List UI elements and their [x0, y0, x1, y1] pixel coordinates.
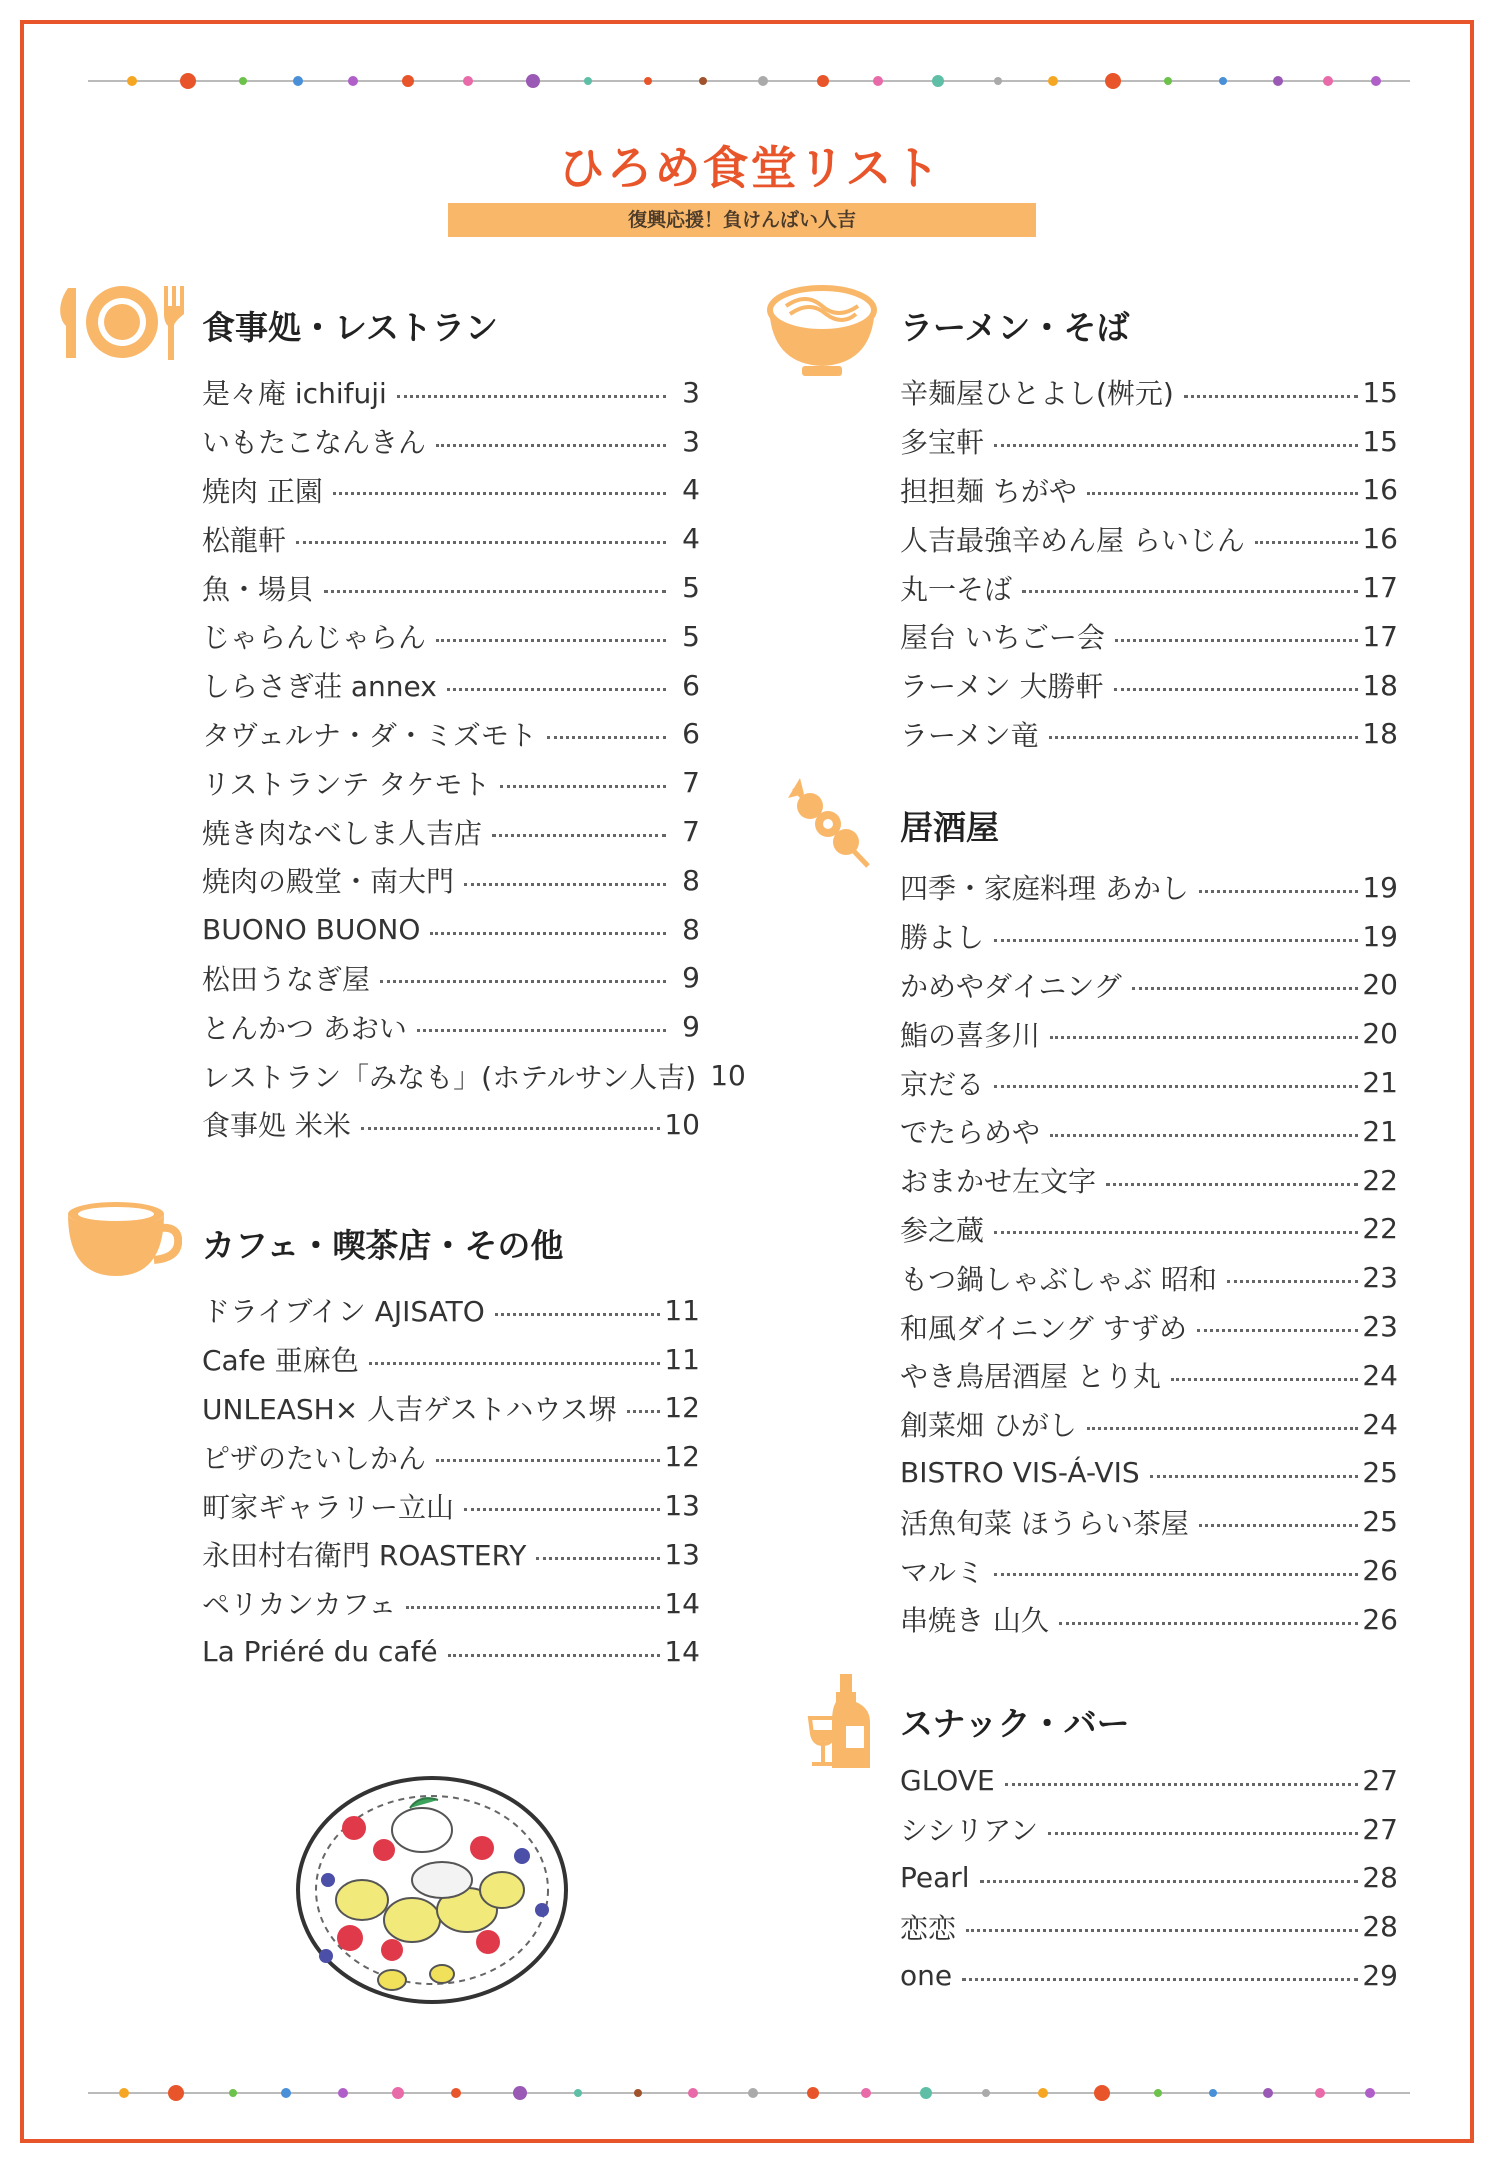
list-item	[202, 661, 700, 710]
list-item	[900, 1302, 1398, 1351]
list-item	[202, 856, 700, 905]
shop-name: 活魚旬菜 ほうらい茶屋	[900, 1506, 1189, 1540]
list-item	[900, 1449, 1398, 1498]
ramen-bowl-icon	[766, 284, 878, 384]
dot-leader	[430, 932, 666, 935]
section-heading-izakaya: 居酒屋	[900, 808, 999, 847]
dot-leader	[1022, 590, 1358, 593]
page-number: 5	[682, 571, 700, 605]
page-number: 21	[1362, 1114, 1398, 1148]
page-number: 20	[1362, 968, 1398, 1002]
dot-leader	[1115, 639, 1358, 642]
dot-leader	[436, 1459, 660, 1462]
page-number: 6	[682, 668, 700, 702]
restaurant-list	[202, 368, 746, 1149]
dot-leader	[324, 590, 666, 593]
list-item	[202, 1481, 700, 1530]
dot-leader	[1087, 1427, 1358, 1430]
page-number: 10	[664, 1107, 700, 1141]
page-number: 24	[1362, 1358, 1398, 1392]
shop-name: BISTRO VIS-Á-VIS	[900, 1456, 1140, 1490]
page-number: 15	[1362, 424, 1398, 458]
list-item	[900, 1156, 1398, 1205]
page-number: 7	[682, 766, 700, 800]
page-number: 23	[1362, 1310, 1398, 1344]
shop-name: 創菜畑 ひがし	[900, 1409, 1077, 1443]
shop-name: レストラン「みなも」(ホテルサン人吉)	[202, 1060, 697, 1094]
list-item	[900, 1854, 1398, 1903]
list-item	[202, 1628, 700, 1677]
shop-name: 人吉最強辛めん屋 らいじん	[900, 523, 1245, 557]
list-item	[202, 1286, 700, 1335]
bar-list	[900, 1756, 1398, 2000]
list-item	[202, 1002, 700, 1051]
page-number: 14	[664, 1586, 700, 1620]
dot-leader	[1087, 492, 1358, 495]
shop-name: タヴェルナ・ダ・ミズモト	[202, 718, 537, 752]
dot-leader	[1005, 1783, 1359, 1786]
list-item	[900, 1805, 1398, 1854]
page-number: 17	[1362, 619, 1398, 653]
dot-leader	[1197, 1329, 1358, 1332]
page-number: 8	[682, 912, 700, 946]
page-number: 12	[664, 1440, 700, 1474]
dot-leader	[296, 541, 666, 544]
shop-name: GLOVE	[900, 1763, 995, 1797]
page-number: 4	[682, 522, 700, 556]
list-item	[900, 417, 1398, 466]
page-number: 19	[1362, 870, 1398, 904]
page-title: ひろめ食堂リスト	[558, 141, 942, 195]
page-number: 26	[1362, 1602, 1398, 1636]
list-item	[202, 905, 700, 954]
page-number: 13	[664, 1537, 700, 1571]
shop-name: one	[900, 1959, 953, 1993]
dot-leader	[1150, 1475, 1359, 1478]
shop-name: 和風ダイニング すずめ	[900, 1311, 1187, 1345]
shop-name: ラーメン 大勝軒	[900, 670, 1104, 704]
page-number: 26	[1362, 1554, 1398, 1588]
shop-name: シシリアン	[900, 1814, 1039, 1848]
shop-name: 多宝軒	[900, 426, 985, 460]
list-item	[202, 1579, 700, 1628]
page-number: 25	[1362, 1456, 1398, 1490]
list-item	[900, 1546, 1398, 1595]
list-item	[900, 466, 1398, 515]
shop-name: 勝よし	[900, 921, 985, 955]
dot-leader	[1171, 1378, 1358, 1381]
page-number: 14	[664, 1635, 700, 1669]
page-number: 7	[682, 815, 700, 849]
shop-name: 京だる	[900, 1067, 985, 1101]
shop-name: マルミ	[900, 1555, 985, 1589]
dot-leader	[1106, 1183, 1358, 1186]
list-item	[900, 1902, 1398, 1951]
page-number: 18	[1362, 717, 1398, 751]
page-number: 21	[1362, 1066, 1398, 1100]
dot-leader	[994, 1573, 1358, 1576]
list-item	[900, 612, 1398, 661]
page-number: 11	[664, 1293, 700, 1327]
shop-name: 丸一そば	[900, 572, 1013, 606]
shop-name: いもたこなんきん	[202, 426, 427, 460]
shop-name: UNLEASH× 人吉ゲストハウス堺	[202, 1392, 617, 1426]
dot-leader	[994, 444, 1358, 447]
shop-name: やき鳥居酒屋 とり丸	[900, 1360, 1161, 1394]
list-item	[900, 1497, 1398, 1546]
shop-name: 参之蔵	[900, 1213, 985, 1247]
list-item	[202, 1530, 700, 1579]
page-number: 24	[1362, 1407, 1398, 1441]
shop-name: もつ鍋しゃぶしゃぶ 昭和	[900, 1262, 1217, 1296]
page-number: 17	[1362, 571, 1398, 605]
list-item	[900, 1253, 1398, 1302]
page-number: 19	[1362, 919, 1398, 953]
list-item	[900, 1400, 1398, 1449]
dot-leader	[547, 736, 666, 739]
dot-leader	[406, 1606, 660, 1609]
page-number: 28	[1362, 1861, 1398, 1895]
shop-name: 辛麺屋ひとよし(桝元)	[900, 377, 1174, 411]
list-item	[900, 1595, 1398, 1644]
shop-name: 松龍軒	[202, 523, 287, 557]
page-number: 18	[1362, 668, 1398, 702]
list-item	[202, 612, 700, 661]
page-number: 29	[1362, 1959, 1398, 1993]
dot-leader	[1049, 736, 1359, 739]
page-number: 9	[682, 1010, 700, 1044]
page-number: 13	[664, 1489, 700, 1523]
shop-name: ドライブイン AJISATO	[202, 1295, 485, 1329]
list-item	[900, 514, 1398, 563]
shop-name: Pearl	[900, 1861, 970, 1895]
page-number: 23	[1362, 1261, 1398, 1295]
shop-name: Cafe 亜麻色	[202, 1344, 359, 1378]
dot-leader	[1227, 1280, 1358, 1283]
dot-leader	[397, 395, 666, 398]
shop-name: 四季・家庭料理 あかし	[900, 872, 1189, 906]
list-item	[202, 758, 700, 807]
list-item	[202, 1100, 700, 1149]
list-item	[202, 1432, 700, 1481]
dot-leader	[495, 1313, 661, 1316]
page-number: 22	[1362, 1212, 1398, 1246]
dot-leader	[1048, 1832, 1358, 1835]
page-number: 27	[1362, 1763, 1398, 1797]
dot-leader	[1199, 1524, 1358, 1527]
dot-leader	[980, 1880, 1359, 1883]
shop-name: かめやダイニング	[900, 969, 1122, 1003]
dot-leader	[417, 1029, 666, 1032]
shop-name: リストランテ タケモト	[202, 767, 491, 801]
list-item	[900, 368, 1398, 417]
shop-name: 串焼き 山久	[900, 1604, 1049, 1638]
page-number: 20	[1362, 1017, 1398, 1051]
dot-leader	[1255, 541, 1358, 544]
dot-leader	[1114, 688, 1359, 691]
section-heading-restaurants: 食事処・レストラン	[202, 308, 499, 347]
page-number: 5	[682, 619, 700, 653]
shop-name: おまかせ左文字	[900, 1165, 1097, 1199]
list-item	[202, 954, 700, 1003]
shop-name: 是々庵 ichifuji	[202, 377, 387, 411]
dot-leader	[436, 639, 666, 642]
list-item	[900, 1107, 1398, 1156]
shop-name: 食事処 米米	[202, 1109, 351, 1143]
skewer-icon	[780, 774, 876, 878]
plate-cutlery-icon	[56, 282, 188, 366]
list-item	[202, 466, 700, 515]
page-number: 22	[1362, 1163, 1398, 1197]
section-heading-ramen: ラーメン・そば	[900, 308, 1130, 347]
shop-name: 永田村右衛門 ROASTERY	[202, 1539, 527, 1573]
list-item	[900, 912, 1398, 961]
ramen-list	[900, 368, 1398, 758]
list-item	[900, 661, 1398, 710]
list-item	[900, 1009, 1398, 1058]
list-item	[900, 710, 1398, 759]
dot-leader	[369, 1362, 661, 1365]
list-item	[900, 1951, 1398, 2000]
dot-leader	[380, 980, 666, 983]
list-item	[900, 1756, 1398, 1805]
top-dot-divider	[88, 66, 1410, 96]
dot-leader	[500, 785, 666, 788]
coffee-cup-icon	[64, 1200, 182, 1284]
list-item	[202, 368, 700, 417]
shop-name: ペリカンカフェ	[202, 1588, 397, 1622]
dot-leader	[1199, 890, 1358, 893]
shop-name: 焼肉 正園	[202, 474, 323, 508]
dot-leader	[464, 883, 666, 886]
dot-leader	[1050, 1036, 1358, 1039]
list-item	[900, 563, 1398, 612]
shop-name: 焼き肉なべしま人吉店	[202, 816, 483, 850]
wine-bottle-icon	[806, 1672, 876, 1776]
page-number: 9	[682, 961, 700, 995]
dot-leader	[361, 1127, 660, 1130]
list-item	[202, 563, 700, 612]
shop-name: 屋台 いちごー会	[900, 621, 1105, 655]
subtitle-banner: 復興応援！負けんばい人吉	[448, 203, 1036, 237]
dot-leader	[448, 1654, 661, 1657]
dot-leader	[994, 1085, 1358, 1088]
section-heading-cafes: カフェ・喫茶店・その他	[202, 1226, 564, 1265]
shop-name: とんかつ あおい	[202, 1011, 407, 1045]
pancake-plate-illustration	[292, 1770, 572, 2014]
dot-leader	[1132, 987, 1359, 990]
page-number: 10	[710, 1059, 746, 1093]
page-number: 6	[682, 717, 700, 751]
page-number: 16	[1362, 473, 1398, 507]
dot-leader	[994, 939, 1358, 942]
shop-name: 町家ギャラリー立山	[202, 1490, 455, 1524]
list-item	[202, 1335, 700, 1384]
dot-leader	[1184, 395, 1359, 398]
dot-leader	[627, 1410, 661, 1413]
page-number: 4	[682, 473, 700, 507]
dot-leader	[447, 688, 666, 691]
list-item	[900, 1205, 1398, 1254]
page-number: 15	[1362, 375, 1398, 409]
shop-name: ラーメン竜	[900, 718, 1039, 752]
shop-name: 鮨の喜多川	[900, 1018, 1041, 1052]
page-number: 16	[1362, 522, 1398, 556]
page-number: 11	[664, 1342, 700, 1376]
shop-name: La Priéré du café	[202, 1635, 438, 1669]
cafe-list	[202, 1286, 700, 1676]
page-number: 3	[682, 375, 700, 409]
dot-leader	[464, 1508, 660, 1511]
shop-name: 松田うなぎ屋	[202, 962, 371, 996]
list-item	[900, 961, 1398, 1010]
dot-leader	[962, 1978, 1358, 1981]
page-number: 27	[1362, 1812, 1398, 1846]
dot-leader	[1050, 1134, 1358, 1137]
shop-name: 焼肉の殿堂・南大門	[202, 865, 455, 899]
shop-name: でたらめや	[900, 1116, 1041, 1150]
izakaya-list	[900, 863, 1398, 1644]
list-item	[202, 417, 700, 466]
bottom-dot-divider	[88, 2078, 1410, 2108]
shop-name: 担担麺 ちがや	[900, 474, 1077, 508]
list-item	[202, 807, 700, 856]
list-item	[202, 1384, 700, 1433]
page-number: 25	[1362, 1505, 1398, 1539]
list-item	[900, 1351, 1398, 1400]
page-number: 12	[664, 1391, 700, 1425]
shop-name: 魚・場貝	[202, 572, 315, 606]
shop-name: 恋恋	[900, 1911, 957, 1945]
shop-name: ピザのたいしかん	[202, 1441, 427, 1475]
list-item	[202, 514, 700, 563]
shop-name: じゃらんじゃらん	[202, 621, 427, 655]
dot-leader	[333, 492, 666, 495]
dot-leader	[536, 1557, 660, 1560]
dot-leader	[1059, 1622, 1358, 1625]
dot-leader	[492, 834, 666, 837]
shop-name: BUONO BUONO	[202, 912, 421, 946]
dot-leader	[994, 1231, 1358, 1234]
dot-leader	[966, 1929, 1358, 1932]
dot-leader	[436, 444, 666, 447]
list-item	[202, 710, 700, 759]
shop-name: しらさぎ荘 annex	[202, 670, 437, 704]
list-item	[900, 863, 1398, 912]
list-item	[202, 1051, 746, 1100]
page-number: 28	[1362, 1910, 1398, 1944]
page-number: 8	[682, 863, 700, 897]
page-number: 3	[682, 424, 700, 458]
list-item	[900, 1058, 1398, 1107]
section-heading-bars: スナック・バー	[900, 1704, 1130, 1743]
